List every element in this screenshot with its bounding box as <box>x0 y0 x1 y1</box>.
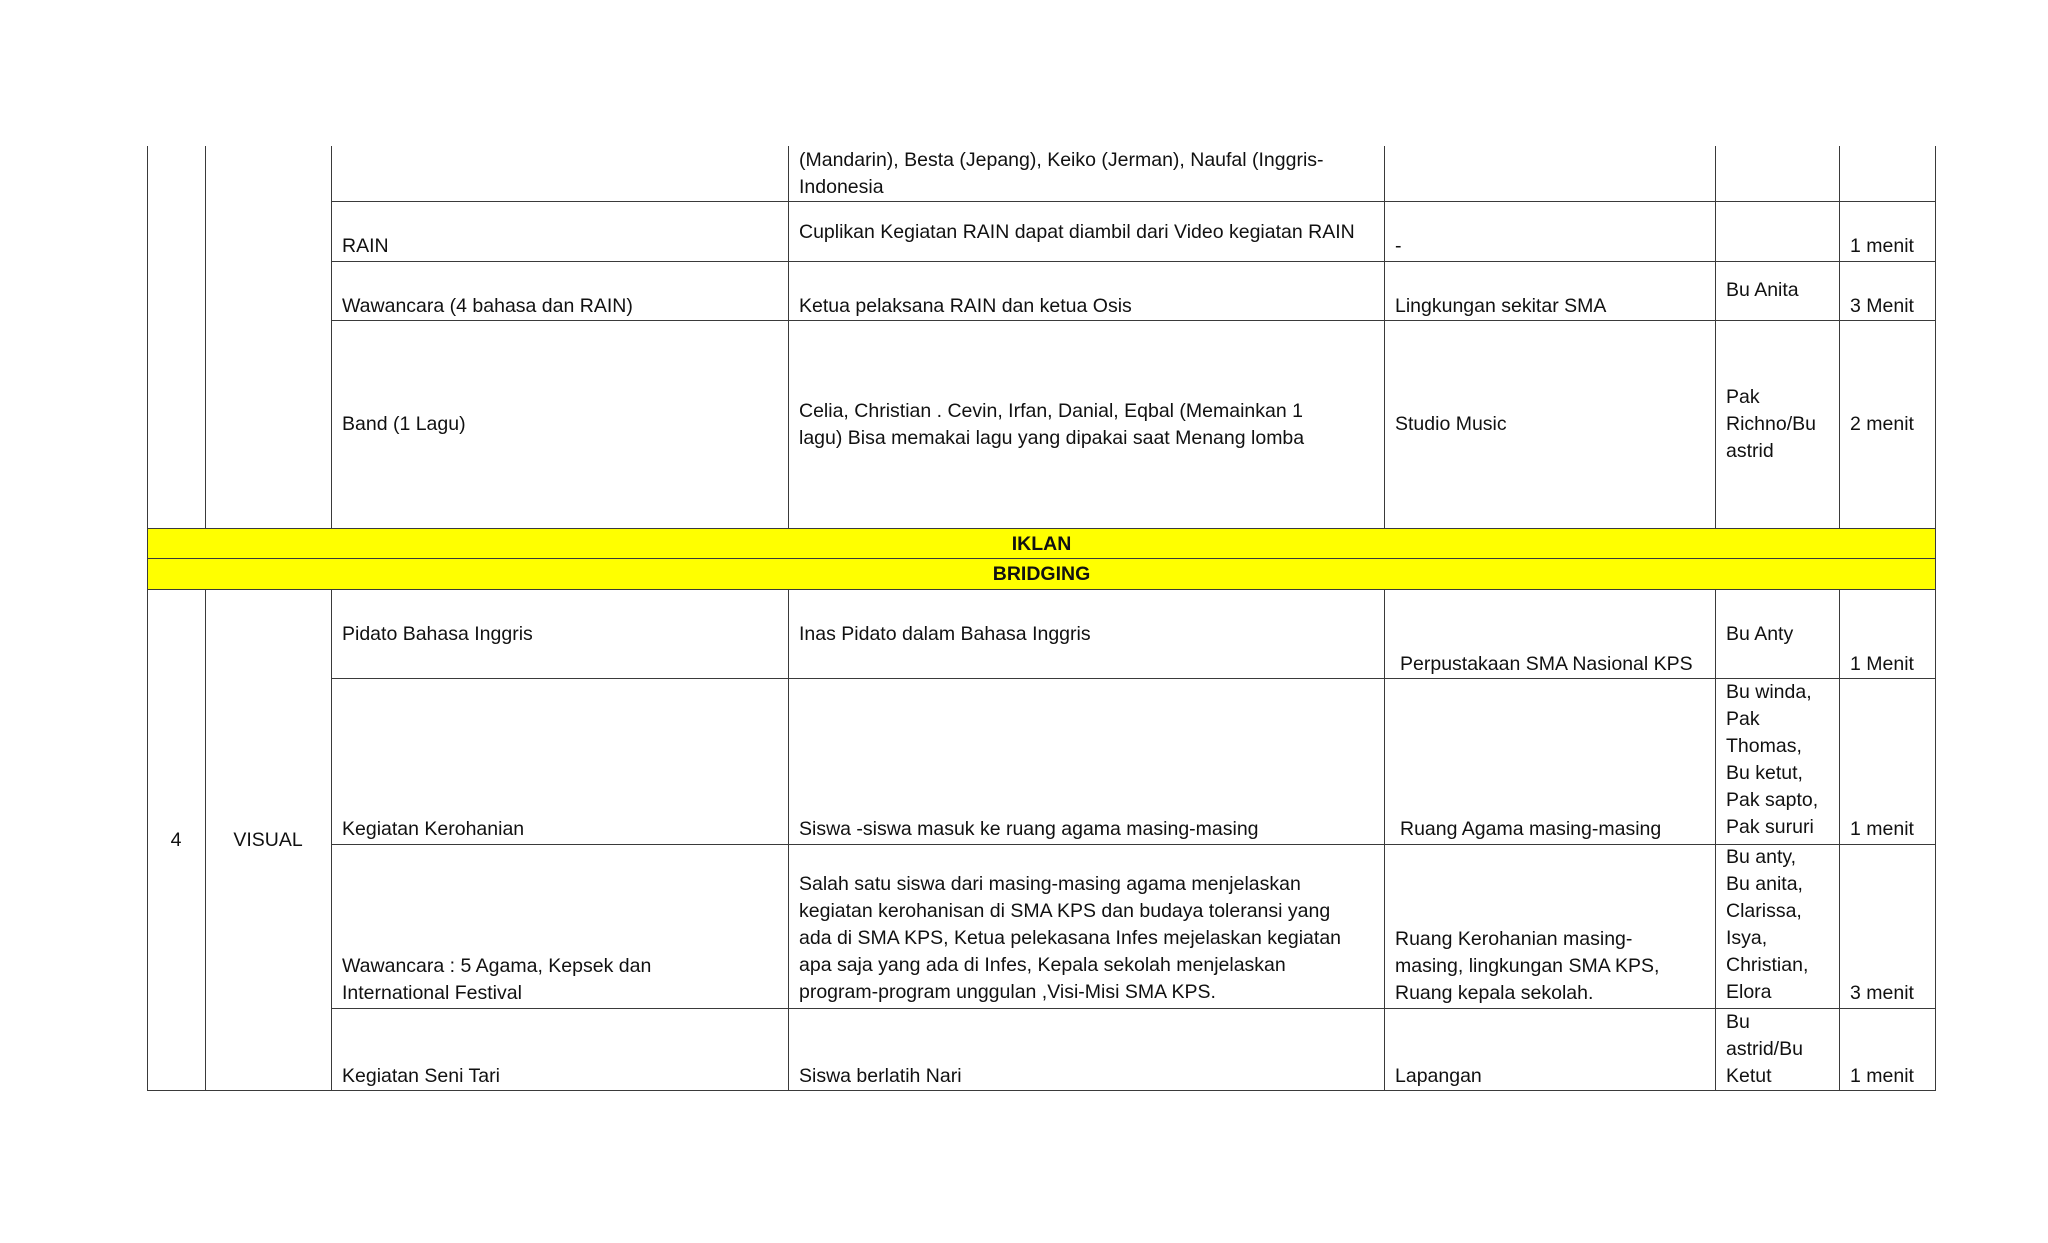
cell-content: Inas Pidato dalam Bahasa Inggris <box>799 623 1091 645</box>
cell-pic: Bu Anty <box>1726 623 1794 645</box>
cell-duration: 1 menit <box>1850 1065 1914 1087</box>
cell-item: Pidato Bahasa Inggris <box>342 623 533 645</box>
cell-location: Lapangan <box>1395 1065 1482 1087</box>
cell-content: Ketua pelaksana RAIN dan ketua Osis <box>799 295 1132 317</box>
cell-location: Lingkungan sekitar SMA <box>1395 295 1607 317</box>
cell-pic: Bu anty, Bu anita, Clarissa, Isya, Christian, Elora <box>1726 846 1809 1003</box>
cell-item: Band (1 Lagu) <box>342 413 466 435</box>
cell-item: RAIN <box>342 235 389 257</box>
cell-content: Siswa -siswa masuk ke ruang agama masing-masing <box>799 818 1259 840</box>
cell-item: Wawancara : 5 Agama, Kepsek dan International Festival <box>342 955 652 1004</box>
cell-content: (Mandarin), Besta (Jepang), Keiko (Jerman), Naufal (Inggris- Indonesia <box>799 149 1324 198</box>
section-header-bridging: BRIDGING <box>992 563 1091 585</box>
cell-duration: 1 menit <box>1850 235 1914 257</box>
segment-number: 4 <box>170 829 182 851</box>
cell-location: Studio Music <box>1395 413 1507 435</box>
cell-location: Ruang Kerohanian masing- masing, lingkungan SMA KPS, Ruang kepala sekolah. <box>1395 928 1660 1004</box>
cell-content: Celia, Christian . Cevin, Irfan, Danial, Eqbal (Memainkan 1 lagu) Bisa memakai lagu yang dipakai saat Menang lomba <box>799 400 1305 449</box>
cell-content: Siswa berlatih Nari <box>799 1065 962 1087</box>
cell-duration: 3 menit <box>1850 982 1914 1004</box>
cell-location: Perpustakaan SMA Nasional KPS <box>1400 653 1693 675</box>
cell-location: - <box>1395 235 1402 257</box>
cell-location: Ruang Agama masing-masing <box>1400 818 1662 840</box>
segment-category: VISUAL <box>233 829 303 851</box>
cell-pic: Bu winda, Pak Thomas, Bu ketut, Pak sapto, Pak sururi <box>1726 681 1819 838</box>
cell-item: Kegiatan Seni Tari <box>342 1065 500 1087</box>
cell-duration: 2 menit <box>1850 413 1914 435</box>
cell-item: Kegiatan Kerohanian <box>342 818 525 840</box>
section-header-iklan: IKLAN <box>1011 533 1072 555</box>
cell-content: Salah satu siswa dari masing-masing agama menjelaskan kegiatan kerohanisan di SMA KPS dan budaya toleransi yang ada di SMA KPS, Ketua pelekasana Infes mejelaskan kegiatan apa saja yang ada di Infes, Kepala sekolah menjelaskan program-program unggulan ,Visi-Misi SMA KPS. <box>799 873 1342 1003</box>
cell-item: Wawancara (4 bahasa dan RAIN) <box>342 295 633 317</box>
cell-duration: 3 Menit <box>1850 295 1914 317</box>
cell-pic: Bu astrid/Bu Ketut <box>1726 1011 1803 1087</box>
cell-pic: Pak Richno/Bu astrid <box>1726 386 1816 462</box>
cell-content: Cuplikan Kegiatan RAIN dapat diambil dari Video kegiatan RAIN <box>799 221 1355 243</box>
cell-duration: 1 Menit <box>1850 653 1914 675</box>
cell-duration: 1 menit <box>1850 818 1914 840</box>
cell-pic: Bu Anita <box>1726 279 1799 301</box>
